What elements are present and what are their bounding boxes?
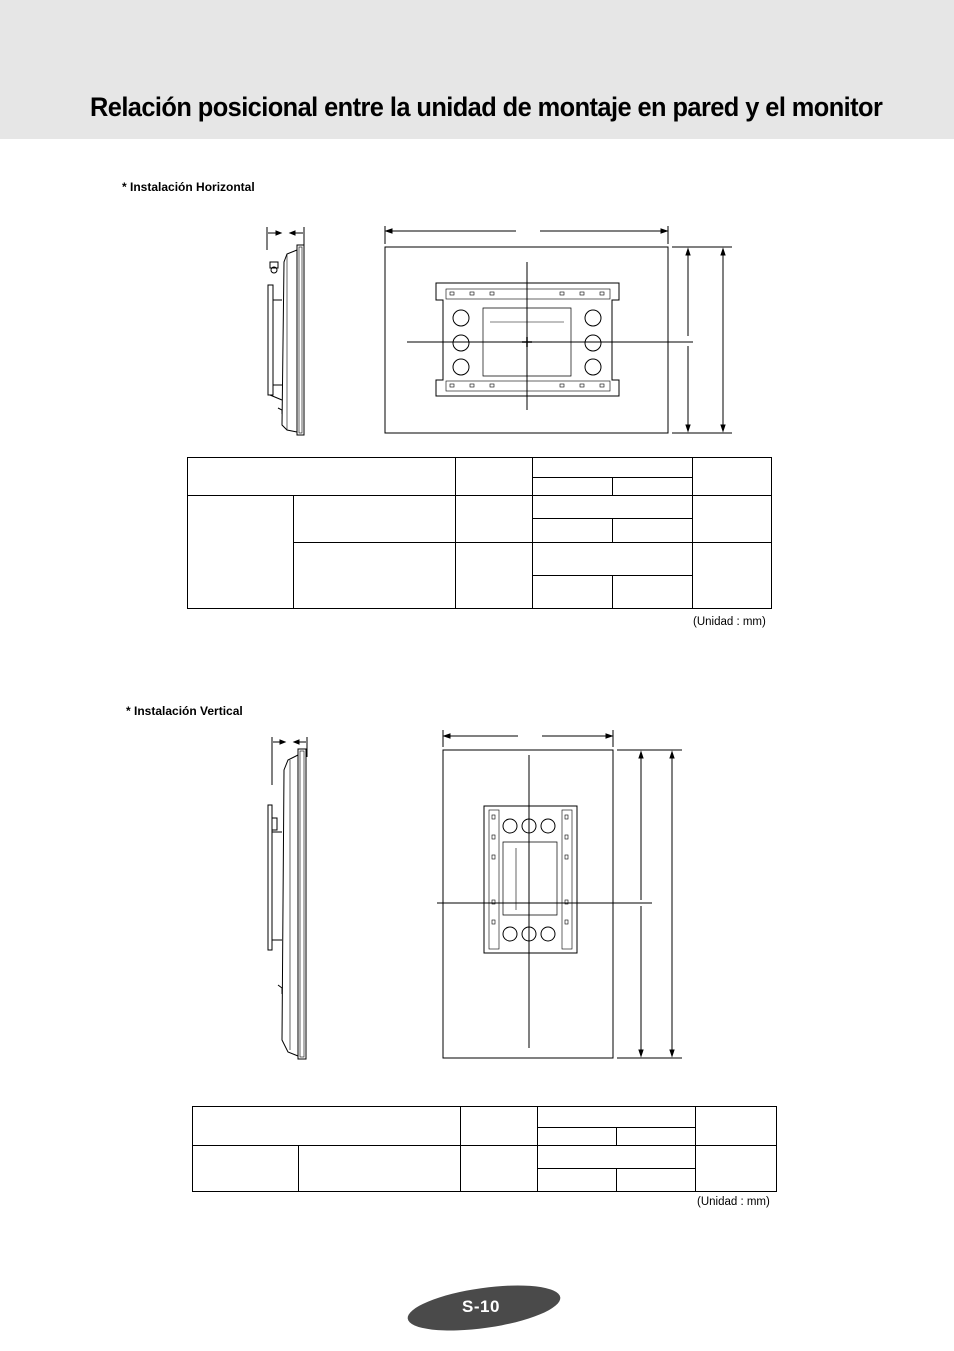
page-number: S-10 (462, 1297, 500, 1316)
table-cell (298, 1146, 460, 1192)
horizontal-unit-note: (Unidad : mm) (693, 616, 766, 628)
vertical-front-view (437, 730, 682, 1058)
vertical-side-view (268, 737, 307, 1059)
horizontal-section-label: * Instalación Horizontal (122, 180, 255, 194)
table-cell (538, 1146, 696, 1169)
table-cell (696, 1146, 777, 1192)
table-header-cell (538, 1128, 617, 1146)
vertical-section-label: * Instalación Vertical (126, 704, 243, 718)
table-cell (617, 1169, 696, 1192)
table-cell (538, 1169, 617, 1192)
table-header-cell (538, 1107, 696, 1128)
table-header-cell (617, 1128, 696, 1146)
table-cell (460, 1146, 538, 1192)
vertical-unit-note: (Unidad : mm) (697, 1196, 770, 1208)
table-header-cell (460, 1107, 538, 1146)
table-cell (193, 1146, 299, 1192)
table-header-cell (696, 1107, 777, 1146)
table-header-cell (193, 1107, 461, 1146)
page-title: Relación posicional entre la unidad de montaje en pared y el monitor (90, 92, 883, 122)
vertical-spec-table (192, 1106, 777, 1192)
